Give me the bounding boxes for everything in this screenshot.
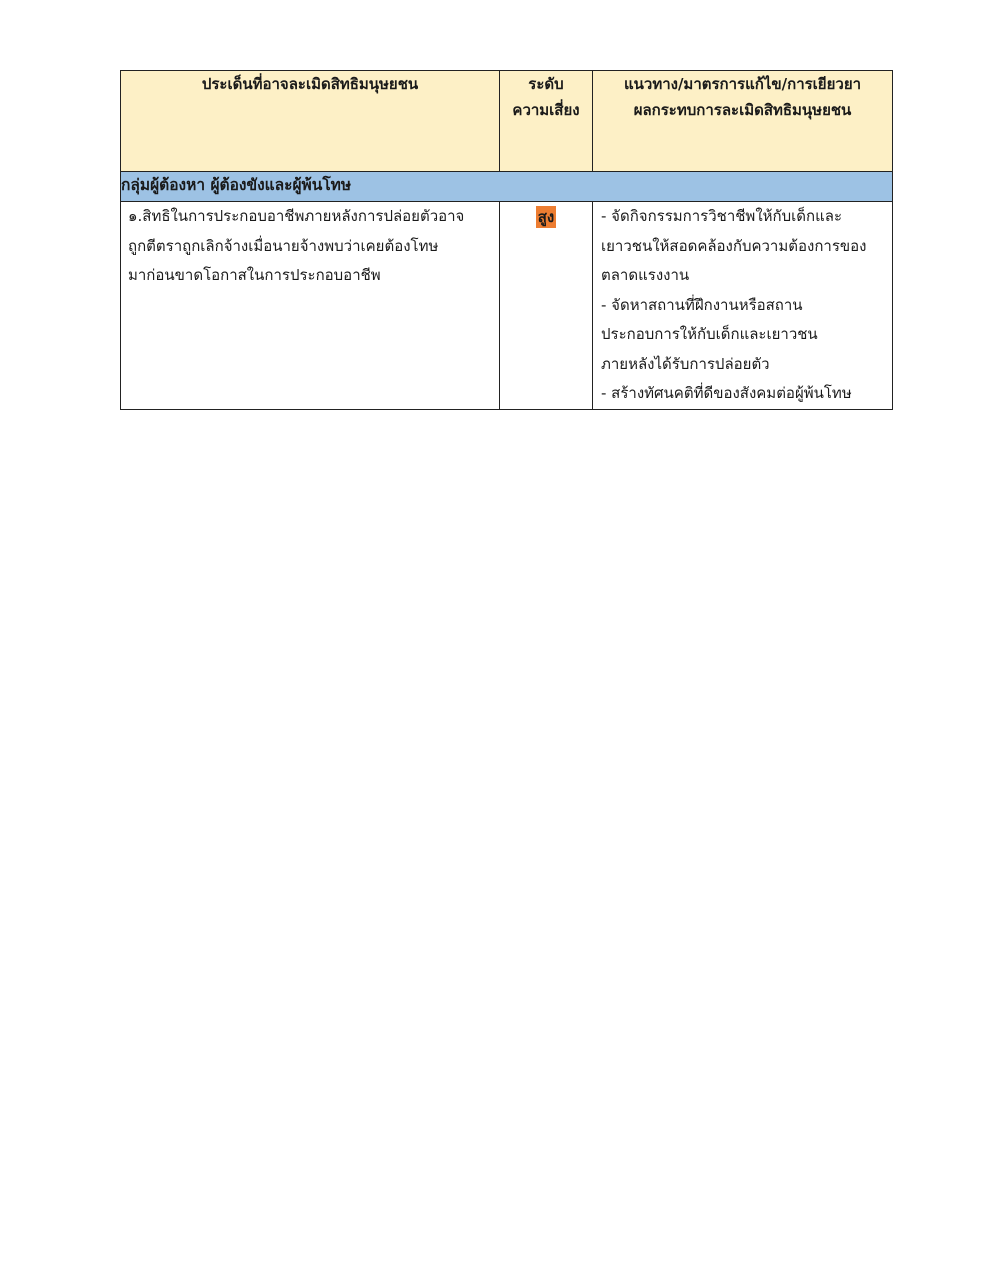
issue-line: ๑.สิทธิในการประกอบอาชีพภายหลังการปล่อยตัวอาจ bbox=[128, 207, 465, 225]
human-rights-risk-table bbox=[120, 70, 893, 410]
header-measures-line-1: แนวทาง/มาตรการแก้ไข/การเยียวยา bbox=[623, 75, 862, 93]
group-label: กลุ่มผู้ต้องหา ผู้ต้องขังและผู้พ้นโทษ bbox=[121, 172, 893, 202]
measure-line: เยาวชนให้สอดคล้องกับความต้องการของ bbox=[601, 236, 867, 255]
table-row bbox=[121, 202, 893, 410]
header-risk-level-line-2: ความเสี่ยง bbox=[512, 101, 580, 119]
header-measures-line-2: ผลกระทบการละเมิดสิทธิมนุษยชน bbox=[633, 101, 852, 119]
measure-line: - จัดกิจกรรมการวิชาชีพให้กับเด็กและ bbox=[601, 207, 843, 225]
header-issue: ประเด็นที่อาจละเมิดสิทธิมนุษยชน bbox=[121, 71, 500, 172]
group-row bbox=[121, 172, 893, 202]
measure-line: ตลาดแรงงาน bbox=[601, 266, 690, 284]
document-page bbox=[120, 70, 892, 410]
header-risk-level bbox=[500, 71, 593, 172]
header-measures bbox=[593, 71, 893, 172]
issue-line: ถูกตีตราถูกเลิกจ้างเมื่อนายจ้างพบว่าเคยต้องโทษ bbox=[128, 236, 439, 255]
risk-level-badge: สูง bbox=[537, 208, 555, 226]
issue-cell bbox=[121, 202, 500, 410]
measures-cell bbox=[593, 202, 893, 410]
measure-line: - สร้างทัศนคติที่ดีของสังคมต่อผู้พ้นโทษ bbox=[601, 384, 852, 402]
risk-level-cell bbox=[500, 202, 593, 410]
measure-line: ประกอบการให้กับเด็กและเยาวชน bbox=[601, 325, 818, 343]
table-header-row bbox=[121, 71, 893, 172]
measure-line: - จัดหาสถานที่ฝึกงานหรือสถาน bbox=[601, 295, 803, 314]
header-risk-level-line-1: ระดับ bbox=[528, 75, 564, 93]
issue-line: มาก่อนขาดโอกาสในการประกอบอาชีพ bbox=[128, 266, 381, 284]
measure-line: ภายหลังได้รับการปล่อยตัว bbox=[601, 354, 770, 373]
